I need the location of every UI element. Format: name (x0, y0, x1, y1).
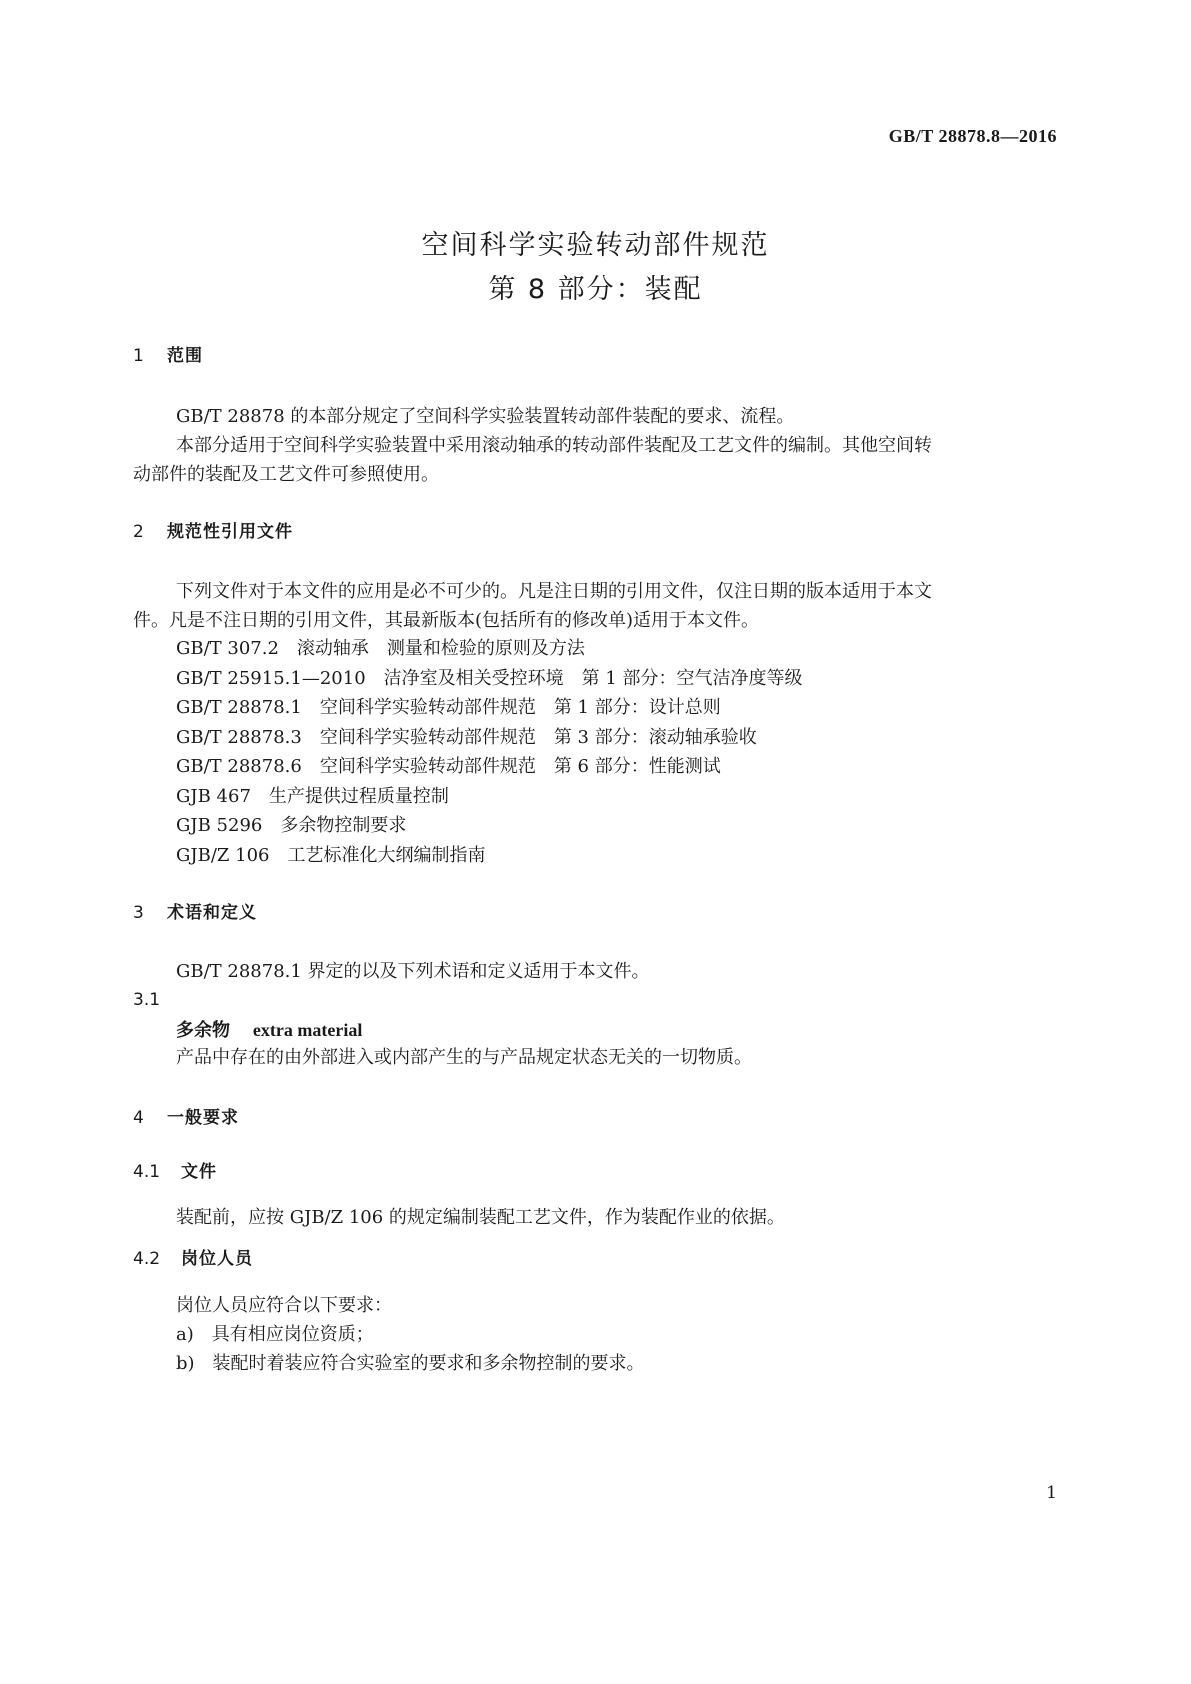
section-number: 4.2 (133, 1249, 161, 1269)
term-chinese: 多余物 (176, 1020, 230, 1041)
section-title: 范围 (167, 346, 203, 366)
term-number: 3.1 (133, 990, 161, 1010)
section-4-2-para: 岗位人员应符合以下要求： (176, 1295, 392, 1316)
section-2-para-line-2: 件。凡是不注日期的引用文件，其最新版本(包括所有的修改单)适用于本文件。 (133, 610, 760, 631)
section-1-para-1: GB/T 28878 的本部分规定了空间科学实验装置转动部件装配的要求、流程。 (176, 406, 795, 427)
section-2-para-line-1: 下列文件对于本文件的应用是必不可少的。凡是注日期的引用文件，仅注日期的版本适用于本文 (176, 581, 932, 602)
term-english: extra material (252, 1020, 363, 1040)
reference-item: GB/T 307.2 滚动轴承 测量和检验的原则及方法 (176, 638, 585, 659)
document-subtitle: 第 8 部分：装配 (488, 274, 703, 305)
section-1-para-2-line-1: 本部分适用于空间科学实验装置中采用滚动轴承的转动部件装配及工艺文件的编制。其他空间转 (176, 435, 932, 456)
standard-number: GB/T 28878.8—2016 (888, 126, 1057, 146)
section-number: 4 (133, 1108, 144, 1128)
term-heading (176, 1021, 362, 1040)
reference-item: GJB/Z 106 工艺标准化大纲编制指南 (176, 845, 486, 866)
reference-item: GB/T 28878.3 空间科学实验转动部件规范 第 3 部分：滚动轴承验收 (176, 727, 757, 748)
section-title: 规范性引用文件 (167, 522, 293, 542)
section-1-heading (133, 348, 203, 365)
section-number: 1 (133, 346, 144, 366)
section-1-para-2-line-2: 动部件的装配及工艺文件可参照使用。 (133, 464, 439, 485)
section-number: 2 (133, 522, 144, 542)
reference-item: GB/T 28878.1 空间科学实验转动部件规范 第 1 部分：设计总则 (176, 697, 721, 718)
reference-item: GJB 467 生产提供过程质量控制 (176, 786, 449, 807)
section-number: 3 (133, 903, 144, 923)
section-title: 岗位人员 (181, 1249, 253, 1269)
section-4-heading (133, 1110, 239, 1127)
section-2-heading (133, 524, 293, 541)
page-number: 1 (1046, 1483, 1057, 1503)
section-title: 一般要求 (167, 1108, 239, 1128)
section-3-heading (133, 905, 257, 922)
section-title: 文件 (181, 1162, 217, 1182)
section-4-1-para: 装配前，应按 GJB/Z 106 的规定编制装配工艺文件，作为装配作业的依据。 (176, 1207, 785, 1228)
section-4-1-heading (133, 1164, 217, 1181)
section-number: 4.1 (133, 1162, 161, 1182)
section-4-2-heading (133, 1251, 253, 1268)
reference-item: GB/T 25915.1—2010 洁净室及相关受控环境 第 1 部分：空气洁净度等级 (176, 668, 803, 689)
list-item: b) 装配时着装应符合实验室的要求和多余物控制的要求。 (176, 1353, 645, 1374)
reference-item: GB/T 28878.6 空间科学实验转动部件规范 第 6 部分：性能测试 (176, 756, 721, 777)
document-title: 空间科学实验转动部件规范 (421, 230, 770, 261)
reference-item: GJB 5296 多余物控制要求 (176, 815, 407, 836)
term-definition: 产品中存在的由外部进入或内部产生的与产品规定状态无关的一切物质。 (176, 1047, 752, 1068)
list-item: a) 具有相应岗位资质； (176, 1324, 374, 1345)
section-3-para: GB/T 28878.1 界定的以及下列术语和定义适用于本文件。 (176, 961, 650, 982)
section-title: 术语和定义 (167, 903, 257, 923)
